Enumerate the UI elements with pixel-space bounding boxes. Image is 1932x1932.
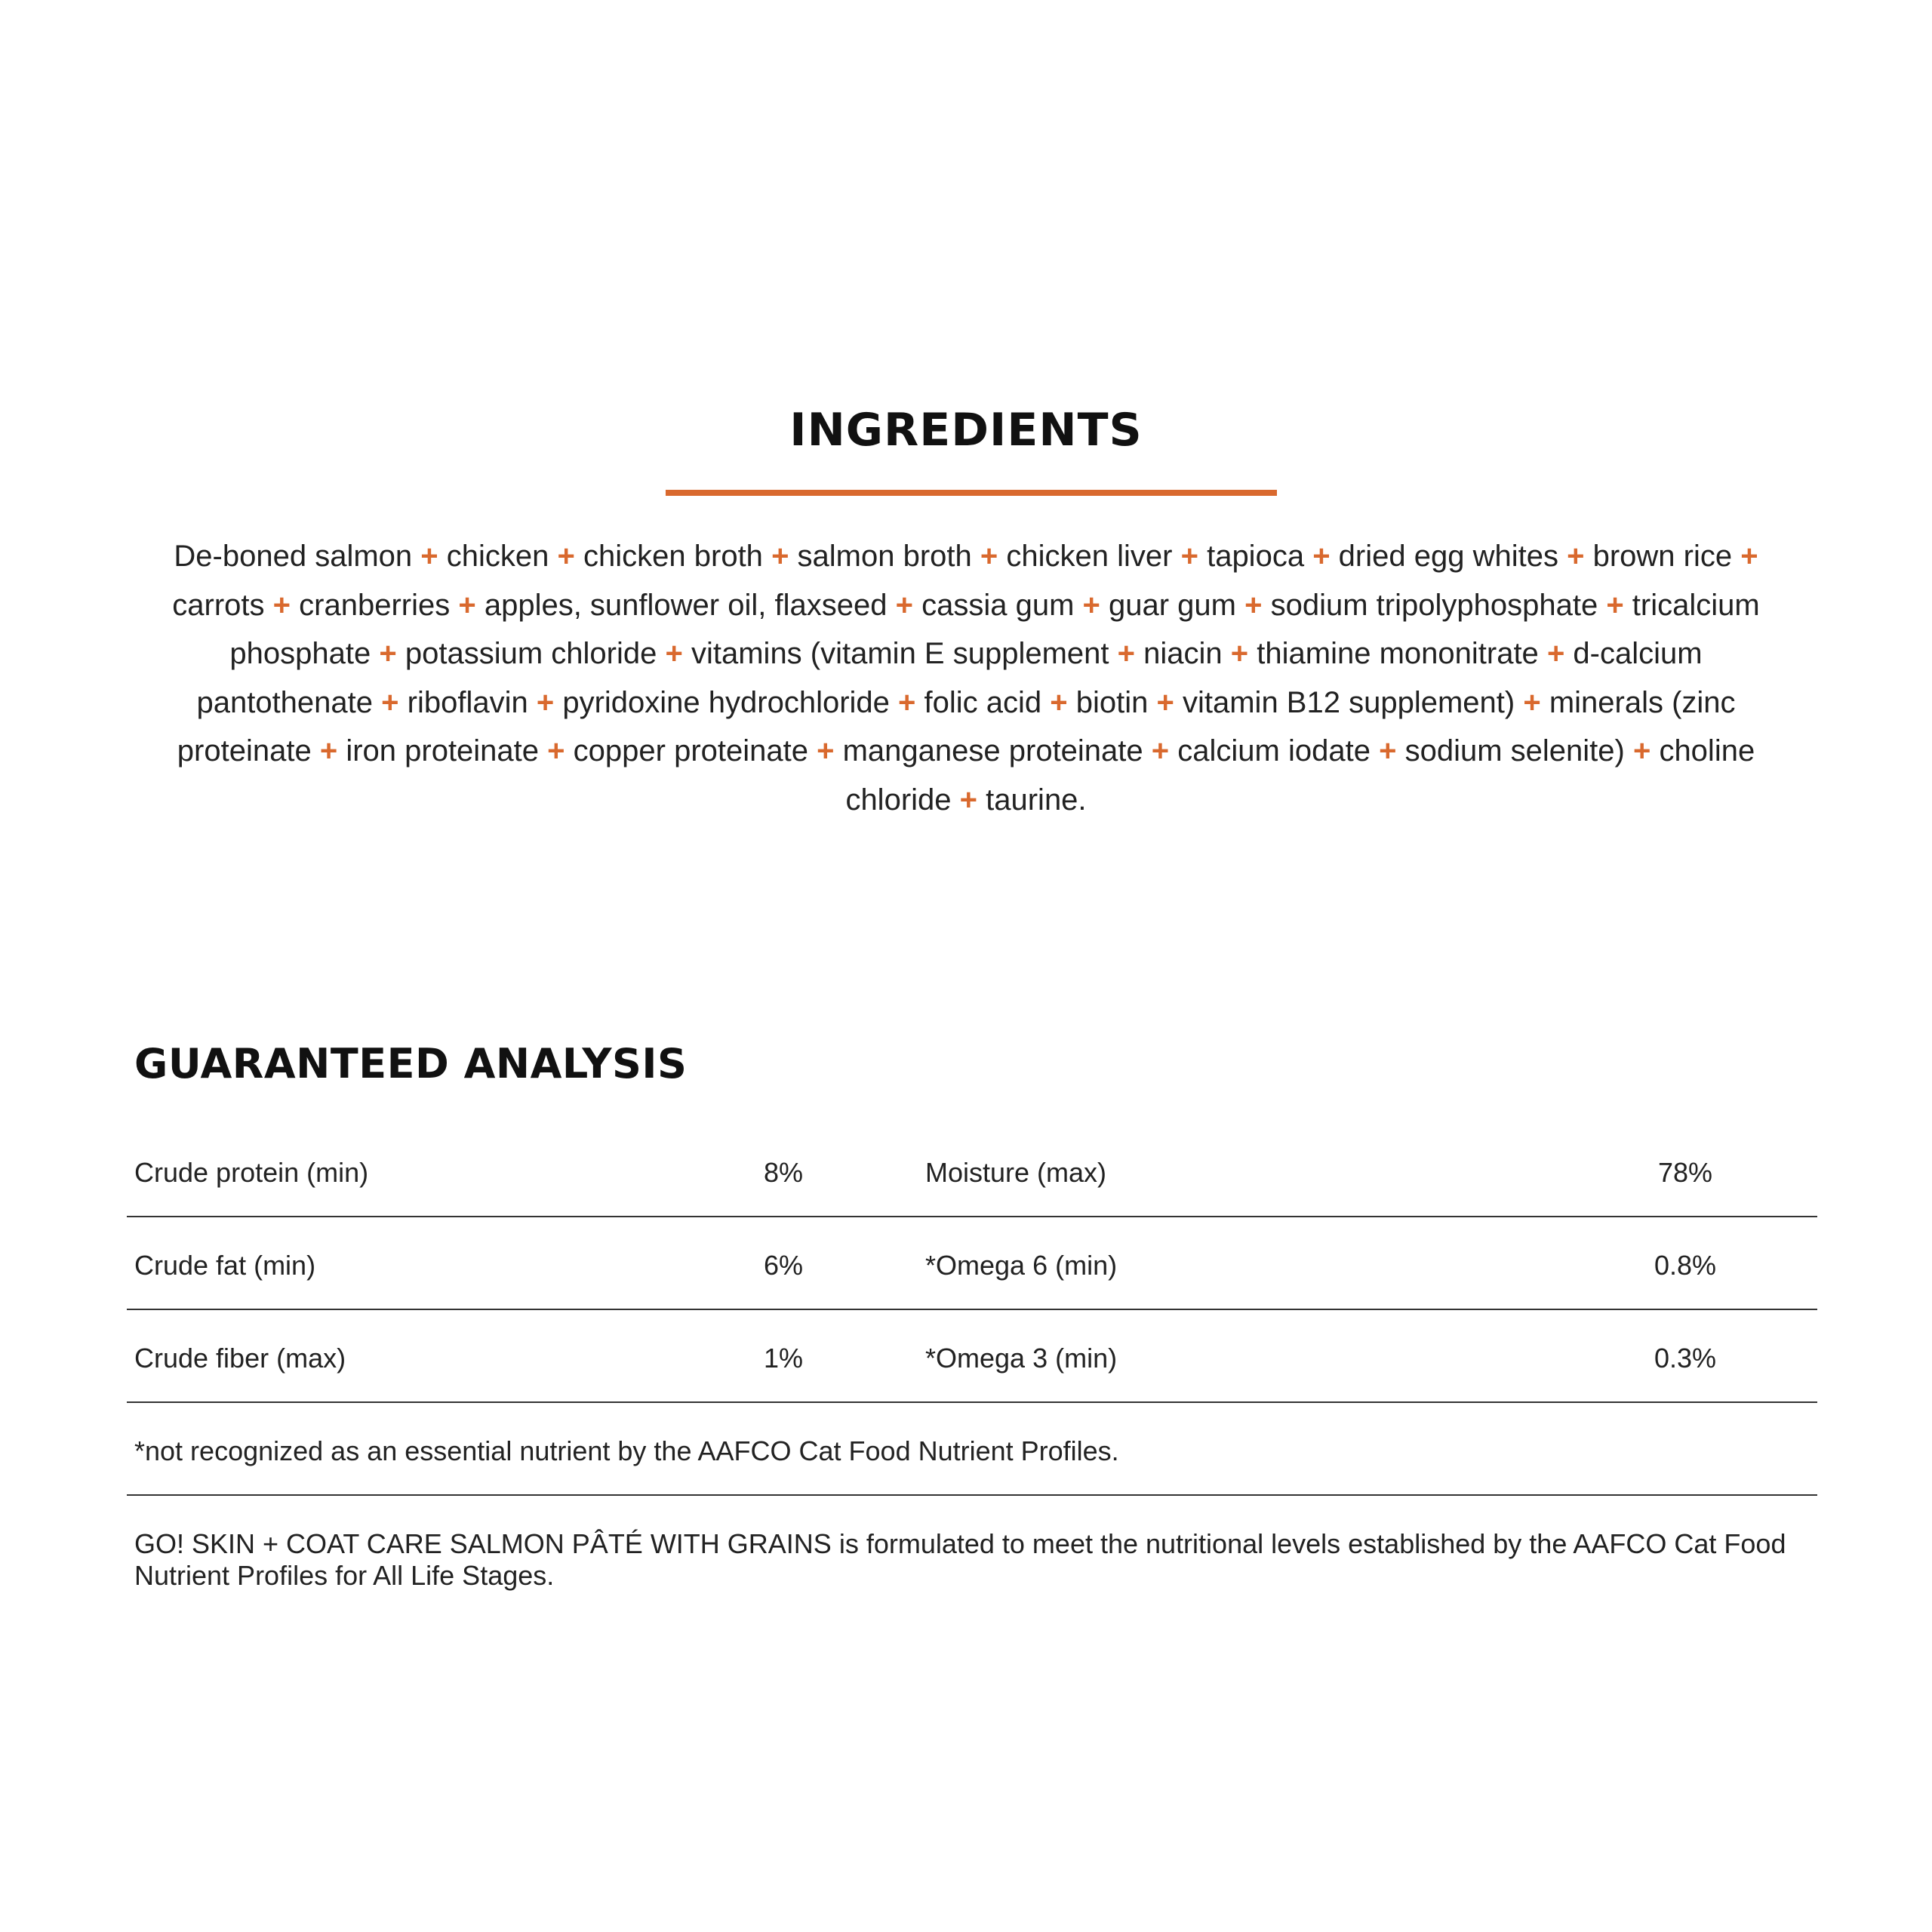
- ingredient-item: cranberries: [299, 588, 451, 622]
- plus-separator-icon: +: [1117, 637, 1136, 670]
- ingredient-item: dried egg whites: [1338, 540, 1558, 573]
- ingredient-item: salmon broth: [797, 540, 972, 573]
- plus-separator-icon: +: [1312, 540, 1331, 573]
- plus-separator-icon: +: [1567, 540, 1585, 573]
- nutrient-value: 78%: [1657, 1157, 1713, 1188]
- plus-separator-icon: +: [959, 783, 977, 817]
- plus-separator-icon: +: [1740, 540, 1758, 573]
- plus-separator-icon: +: [1546, 637, 1565, 670]
- plus-separator-icon: +: [1379, 734, 1397, 768]
- ingredient-item: calcium iodate: [1177, 734, 1371, 768]
- ingredient-item: iron proteinate: [346, 734, 540, 768]
- plus-separator-icon: +: [381, 685, 399, 719]
- ingredient-item: potassium chloride: [405, 637, 657, 670]
- ingredient-item: chicken: [446, 540, 549, 573]
- plus-separator-icon: +: [1632, 734, 1651, 768]
- plus-separator-icon: +: [1156, 685, 1174, 719]
- nutrient-label: *Omega 6 (min): [925, 1250, 1118, 1281]
- plus-separator-icon: +: [1050, 685, 1068, 719]
- nutrient-label: Crude fat (min): [134, 1250, 316, 1281]
- ingredient-item: De-boned salmon: [174, 540, 413, 573]
- nutrient-value: 8%: [763, 1157, 804, 1188]
- plus-separator-icon: +: [458, 588, 476, 622]
- nutrient-value: 6%: [763, 1250, 804, 1281]
- plus-separator-icon: +: [1523, 685, 1541, 719]
- ingredients-title: INGREDIENTS: [789, 404, 1143, 457]
- nutrient-label: Moisture (max): [925, 1157, 1107, 1188]
- ingredient-item: vitamins (vitamin E supplement: [691, 637, 1109, 670]
- nutrient-value: 0.3%: [1654, 1343, 1717, 1374]
- guaranteed-analysis-table: [127, 1124, 1817, 1496]
- footnote-row: [127, 1403, 1817, 1496]
- ingredient-item: sodium tripolyphosphate: [1270, 588, 1598, 622]
- ingredient-item: vitamin B12 supplement): [1182, 685, 1515, 719]
- ingredient-item: manganese proteinate: [842, 734, 1143, 768]
- ingredient-item: brown rice: [1592, 540, 1733, 573]
- ingredient-item: guar gum: [1109, 588, 1236, 622]
- ingredient-item: copper proteinate: [573, 734, 808, 768]
- ingredient-item: minerals (zinc proteinate: [177, 685, 1736, 768]
- table-row: [127, 1310, 1817, 1403]
- plus-separator-icon: +: [547, 734, 565, 768]
- plus-separator-icon: +: [817, 734, 835, 768]
- ingredient-item: niacin: [1143, 637, 1223, 670]
- ingredient-item: cassia gum: [921, 588, 1075, 622]
- plus-separator-icon: +: [1151, 734, 1170, 768]
- nutrient-value: 0.8%: [1654, 1250, 1717, 1281]
- nutrient-label: Crude protein (min): [134, 1157, 369, 1188]
- plus-separator-icon: +: [319, 734, 338, 768]
- ingredient-item: riboflavin: [407, 685, 528, 719]
- plus-separator-icon: +: [898, 685, 916, 719]
- plus-separator-icon: +: [557, 540, 575, 573]
- ingredient-item: tapioca: [1207, 540, 1305, 573]
- ingredient-item: folic acid: [924, 685, 1042, 719]
- table-row: [127, 1124, 1817, 1217]
- plus-separator-icon: +: [1230, 637, 1249, 670]
- plus-separator-icon: +: [420, 540, 438, 573]
- nutrient-label: Crude fiber (max): [134, 1343, 346, 1374]
- ingredient-item: tricalcium phosphate: [229, 588, 1760, 670]
- ingredient-item: chicken liver: [1006, 540, 1173, 573]
- ingredient-item: sodium selenite): [1404, 734, 1625, 768]
- plus-separator-icon: +: [771, 540, 789, 573]
- plus-separator-icon: +: [1606, 588, 1624, 622]
- plus-separator-icon: +: [536, 685, 555, 719]
- ingredient-item: taurine.: [986, 783, 1087, 817]
- guaranteed-analysis-title: GUARANTEED ANALYSIS: [134, 1040, 688, 1088]
- ingredient-item: biotin: [1075, 685, 1149, 719]
- plus-separator-icon: +: [272, 588, 291, 622]
- aafco-statement: GO! SKIN + COAT CARE SALMON PÂTÉ WITH GRAINS is formulated to meet the nutritional levels established by the AAFCO Cat Food Nutrient Profiles for All Life Stages.: [134, 1528, 1786, 1591]
- plus-separator-icon: +: [1082, 588, 1100, 622]
- footnote: *not recognized as an essential nutrient by the AAFCO Cat Food Nutrient Profiles.: [134, 1435, 1119, 1466]
- ingredients-list: [151, 532, 1781, 824]
- plus-separator-icon: +: [1244, 588, 1263, 622]
- ingredients-underline: [666, 490, 1277, 496]
- ingredient-item: d-calcium pantothenate: [196, 637, 1703, 719]
- plus-separator-icon: +: [980, 540, 998, 573]
- ingredient-item: carrots: [172, 588, 265, 622]
- ingredient-item: choline chloride: [845, 734, 1755, 817]
- ingredient-item: thiamine mononitrate: [1257, 637, 1539, 670]
- ingredient-item: chicken broth: [583, 540, 763, 573]
- nutrient-value: 1%: [763, 1343, 804, 1374]
- table-row: [127, 1217, 1817, 1310]
- plus-separator-icon: +: [665, 637, 683, 670]
- plus-separator-icon: +: [1180, 540, 1198, 573]
- ingredient-item: apples, sunflower oil, flaxseed: [484, 588, 888, 622]
- nutrient-label: *Omega 3 (min): [925, 1343, 1118, 1374]
- plus-separator-icon: +: [379, 637, 397, 670]
- ingredient-item: pyridoxine hydrochloride: [562, 685, 890, 719]
- plus-separator-icon: +: [895, 588, 913, 622]
